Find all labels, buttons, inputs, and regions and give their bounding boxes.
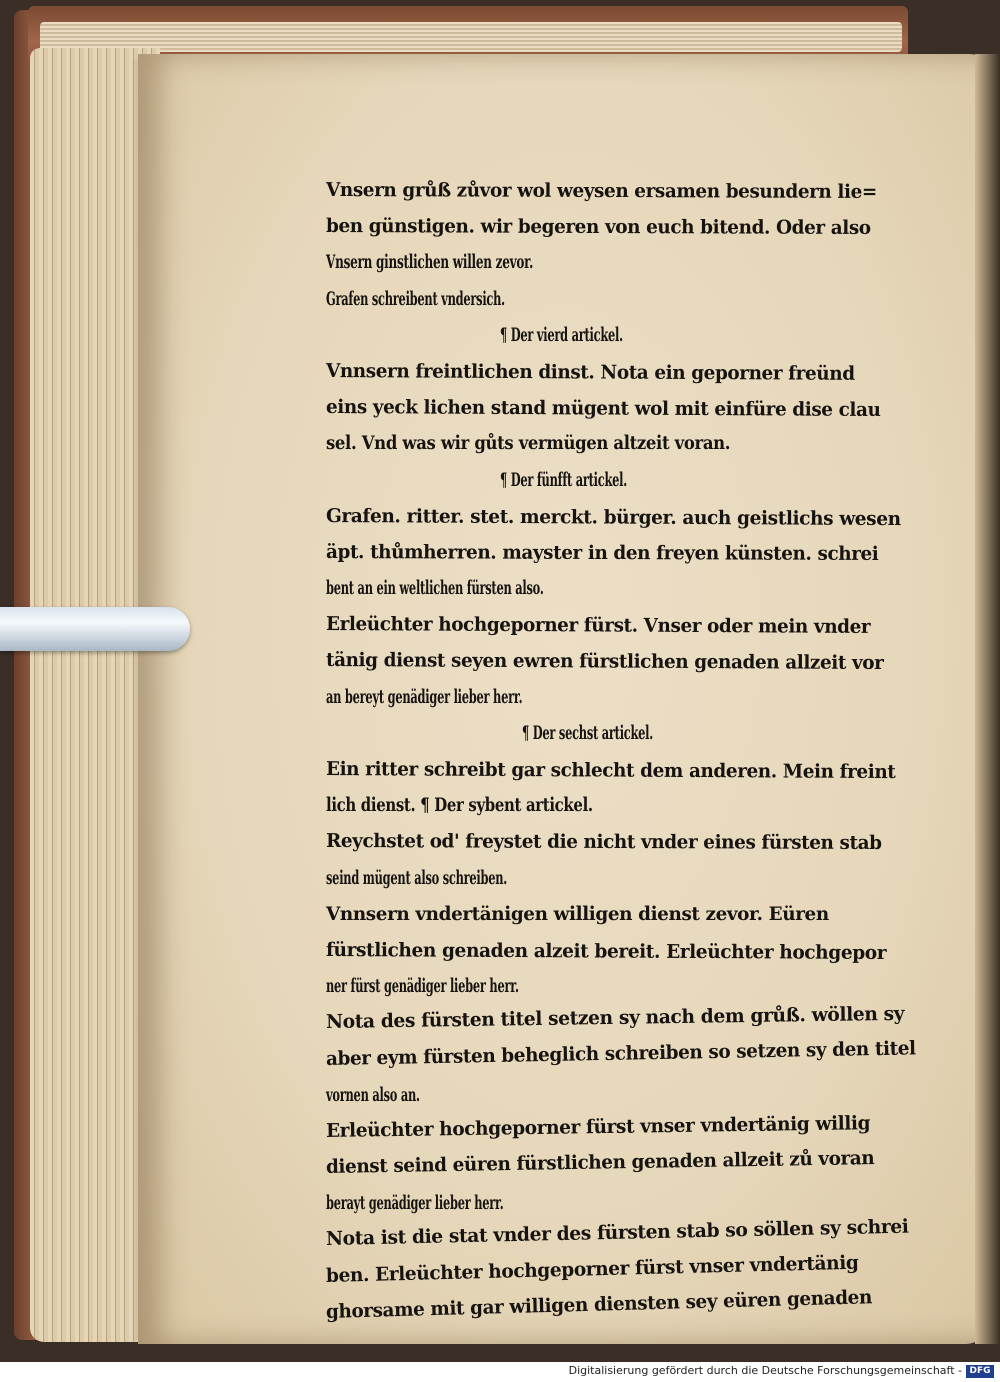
article-heading: ¶ Der vierd artickel. xyxy=(500,323,623,346)
article-heading: ¶ Der sechst artickel. xyxy=(522,721,653,744)
text-line: bent an ein weltlichen fürsten also. xyxy=(326,577,544,600)
text-line: Vnsern grůß zůvor wol weysen ersamen besundern lie= xyxy=(325,179,877,203)
page-curl-edge xyxy=(975,54,1000,1344)
text-line: ben. Erleüchter hochgeporner fürst vnser vndertänig xyxy=(325,1251,859,1287)
footer-credit xyxy=(569,1364,962,1377)
footer-bar xyxy=(0,1362,1000,1382)
text-line: eins yeck lichen stand mügent wol mit einfüre dise clau xyxy=(325,396,881,422)
text-line: Ein ritter schreibt gar schlecht dem anderen. Mein freint xyxy=(325,758,896,784)
text-line: äpt. thůmherren. mayster in den freyen künsten. schrei xyxy=(325,540,879,565)
text-line: Nota ist die stat vnder des fürsten stab so söllen sy schrei xyxy=(325,1216,909,1251)
dfg-logo: DFG xyxy=(966,1365,994,1378)
text-line: Reychstet od' freystet die nicht vnder eines fürsten stab xyxy=(325,830,882,855)
text-line: an bereyt genädiger lieber herr. xyxy=(326,685,523,708)
text-line: Nota des fürsten titel setzen sy nach dem grůß. wöllen sy xyxy=(325,1003,905,1034)
text-line: Vnnsern freintlichen dinst. Nota ein geporner freünd xyxy=(325,359,855,385)
footer-separator: - xyxy=(954,1364,962,1377)
text-line: dienst seind eüren fürstlichen genaden allzeit zů voran xyxy=(325,1147,875,1179)
text-line: Vnsern ginstlichen willen zevor. xyxy=(326,251,534,274)
text-line: vornen also an. xyxy=(326,1083,420,1106)
text-line: seind mügent also schreiben. xyxy=(326,866,508,889)
text-line: sel. Vnd was wir gůts vermügen altzeit voran. xyxy=(326,432,731,455)
text-line: Grafen. ritter. stet. merckt. bürger. auch geistlichs wesen xyxy=(325,504,901,530)
page-text-block xyxy=(326,172,926,1330)
article-heading: ¶ Der fünfft artickel. xyxy=(500,468,627,491)
footer-credit-text: Digitalisierung gefördert durch die Deutsche Forschungsgemeinschaft xyxy=(568,1364,955,1377)
text-line: tänig dienst seyen ewren fürstlichen genaden allzeit vor xyxy=(325,649,884,675)
text-line: lich dienst. ¶ Der sybent artickel. xyxy=(326,794,593,817)
text-line: berayt genädiger lieber herr. xyxy=(326,1192,504,1215)
text-line: ghorsame mit gar willigen diensten sey eüren genaden xyxy=(325,1286,873,1323)
text-line: fürstlichen genaden alzeit bereit. Erleüchter hochgepor xyxy=(325,938,887,964)
text-line: Erleüchter hochgeporner fürst. Vnser oder mein vnder xyxy=(325,613,871,639)
text-line: Erleüchter hochgeporner fürst vnser vndertänig willig xyxy=(325,1112,871,1142)
text-line: Grafen schreibent vndersich. xyxy=(326,287,505,310)
text-line: aber eym fürsten beheglich schreiben so setzen sy den titel xyxy=(325,1036,916,1070)
text-line: ben günstigen. wir begeren von euch bitend. Oder also xyxy=(325,215,871,240)
text-line: Vnnsern vndertänigen willigen dienst zevor. Eüren xyxy=(326,902,829,925)
text-line: ner fürst genädiger lieber herr. xyxy=(326,975,519,998)
page-edges-top xyxy=(40,22,902,52)
page-holder-rod xyxy=(0,607,190,651)
